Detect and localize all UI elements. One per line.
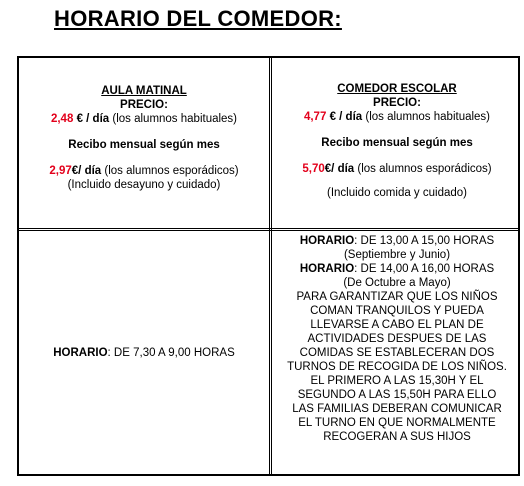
aula-precio-label: PRECIO: [120, 99, 168, 111]
row-divider [19, 228, 518, 229]
aula-price-esporadico-note: (los alumnos esporádicos) [101, 165, 239, 177]
aula-horario-line [53, 346, 235, 360]
comedor-horario2-value: : DE 14,00 A 16,00 HORAS [354, 263, 495, 275]
comedor-price-esporadico [275, 162, 519, 176]
comedor-price-esporadico-note: (los alumnos esporádicos) [354, 163, 492, 175]
column-divider [269, 58, 272, 474]
comedor-escolar-heading: COMEDOR ESCOLAR [337, 83, 457, 95]
turnos-paragraph-line: TURNOS DE RECOGIDA DE LOS NIÑOS. [287, 361, 507, 373]
comedor-price-habitual-unit: € / día [329, 111, 363, 123]
aula-price-habitual-note: (los alumnos habituales) [109, 113, 238, 125]
aula-price-habitual-value: 2,48 [50, 113, 74, 125]
comedor-horario2-line [275, 262, 519, 276]
comedor-incluido-note: (Incluido comida y cuidado) [327, 187, 467, 199]
page-title: HORARIO DEL COMEDOR: [54, 6, 342, 31]
aula-price-esporadico [23, 164, 265, 178]
comedor-recibo-mensual: Recibo mensual según mes [321, 137, 473, 149]
comedor-price-habitual-note: (los alumnos habituales) [362, 111, 491, 123]
aula-price-habitual [23, 112, 265, 126]
schedule-table [17, 56, 520, 476]
turnos-paragraph-line: PARA GARANTIZAR QUE LOS NIÑOS [296, 291, 498, 303]
comedor-horario1-value: : DE 13,00 A 15,00 HORAS [354, 235, 495, 247]
comedor-precio-label: PRECIO: [373, 97, 421, 109]
aula-price-esporadico-value: 2,97 [49, 165, 72, 177]
turnos-paragraph-line: LLEVARSE A CABO EL PLAN DE [310, 319, 484, 331]
comedor-price-esporadico-value: 5,70 [302, 163, 325, 175]
row-divider-secondary [19, 230, 518, 231]
comedor-escolar-horario-cell [275, 234, 519, 472]
aula-matinal-price-cell [23, 64, 265, 224]
comedor-horario1-label: HORARIO [299, 235, 355, 247]
turnos-paragraph-line: LAS FAMILIAS DEBERAN COMUNICAR [292, 403, 502, 415]
turnos-paragraph-line: COMAN TRANQUILOS Y PUEDA [310, 305, 484, 317]
comedor-price-esporadico-unit: €/ día [324, 163, 355, 175]
aula-recibo-mensual: Recibo mensual según mes [68, 139, 220, 151]
turnos-paragraph-line: EL PRIMERO A LAS 15,30H Y EL [310, 375, 484, 387]
aula-horario-value: : DE 7,30 A 9,00 HORAS [107, 347, 235, 359]
comedor-horario2-note: (De Octubre a Mayo) [343, 277, 451, 289]
turnos-paragraph-line: EL TURNO EN QUE NORMALMENTE [298, 417, 496, 429]
comedor-horario1-note: (Septiembre y Junio) [343, 249, 451, 261]
turnos-paragraph-line: ACTIVIDADES DESPUES DE LAS [307, 333, 487, 345]
aula-incluido-note: (Incluido desayuno y cuidado) [67, 179, 221, 191]
comedor-horario2-label: HORARIO [299, 263, 355, 275]
comedor-horario1-line [275, 234, 519, 248]
aula-price-habitual-unit: € / día [76, 113, 110, 125]
comedor-price-habitual [275, 110, 519, 124]
turnos-paragraph-line: RECOGERAN A SUS HIJOS [323, 431, 471, 443]
turnos-paragraph-line: COMIDAS SE ESTABLECERAN DOS [299, 347, 495, 359]
aula-matinal-heading: AULA MATINAL [101, 85, 187, 97]
aula-horario-label: HORARIO [53, 347, 108, 359]
comedor-price-habitual-value: 4,77 [303, 111, 327, 123]
aula-matinal-horario-cell [23, 234, 265, 472]
turnos-paragraph-line: SEGUNDO A LAS 15,50H PARA ELLO [297, 389, 497, 401]
comedor-escolar-price-cell [275, 64, 519, 224]
aula-price-esporadico-unit: €/ día [71, 165, 102, 177]
